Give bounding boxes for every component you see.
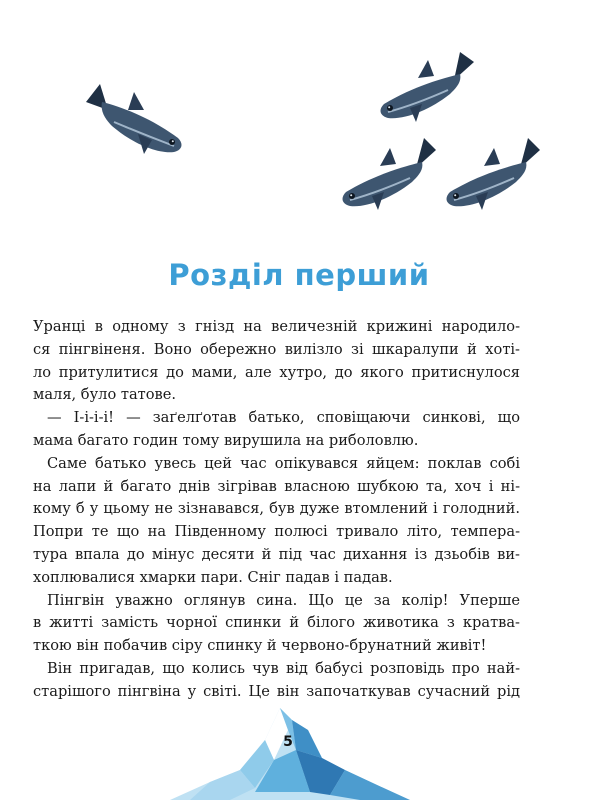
fish-illustration-3 xyxy=(332,138,442,212)
text-line: Попри те що на Південному полюсі тривало літо, темпера- xyxy=(33,523,520,541)
chapter-body-text xyxy=(33,316,520,704)
iceberg-illustration xyxy=(170,700,410,800)
text-line: ся пінгвіненя. Воно обережно вилізло зі шкаралупи й хоті- xyxy=(33,340,520,358)
text-line: кому б у цьому не зізнавався, був дуже втомлений і голодний. xyxy=(33,500,520,518)
text-line: Пінгвін уважно оглянув сина. Що це за колір! Уперше xyxy=(47,591,520,609)
text-line: старішого пінгвіна у світі. Це він започаткував сучасний рід xyxy=(33,682,520,700)
text-line: Саме батько увесь цей час опікувався яйцем: поклав собі xyxy=(47,454,520,472)
fish-illustration-1 xyxy=(78,80,188,160)
text-line: — І-і-і-і! — заґелґотав батько, сповіщаючи синкові, що xyxy=(47,409,520,427)
text-line: Уранці в одному з гнізд на величезній крижині народило- xyxy=(33,318,520,335)
fish-illustration-4 xyxy=(436,138,546,212)
text-line: хоплювалися хмарки пари. Сніг падав і падав. xyxy=(33,568,393,586)
fish-illustration-2 xyxy=(370,52,480,124)
text-line: тура впала до мінус десяти й під час дихання із дзьобів ви- xyxy=(33,545,520,563)
text-line: ткою він побачив сіру спинку й червоно-брунатний живіт! xyxy=(33,637,487,655)
text-line: на лапи й багато днів зігрівав власною шубкою та, хоч і ні- xyxy=(33,477,520,495)
text-line: мама багато годин тому вирушила на риболовлю. xyxy=(33,431,419,449)
text-line: маля, було татове. xyxy=(33,386,177,404)
text-line: ло притулитися до мами, але хутро, до якого притиснулося xyxy=(33,363,520,381)
text-line: в житті замість чорної спинки й білого животика з кратва- xyxy=(33,614,520,632)
page-number: 5 xyxy=(283,734,293,750)
text-line: Він пригадав, що колись чув від бабусі розповідь про най- xyxy=(47,659,520,677)
chapter-title: Розділ перший xyxy=(168,258,430,292)
